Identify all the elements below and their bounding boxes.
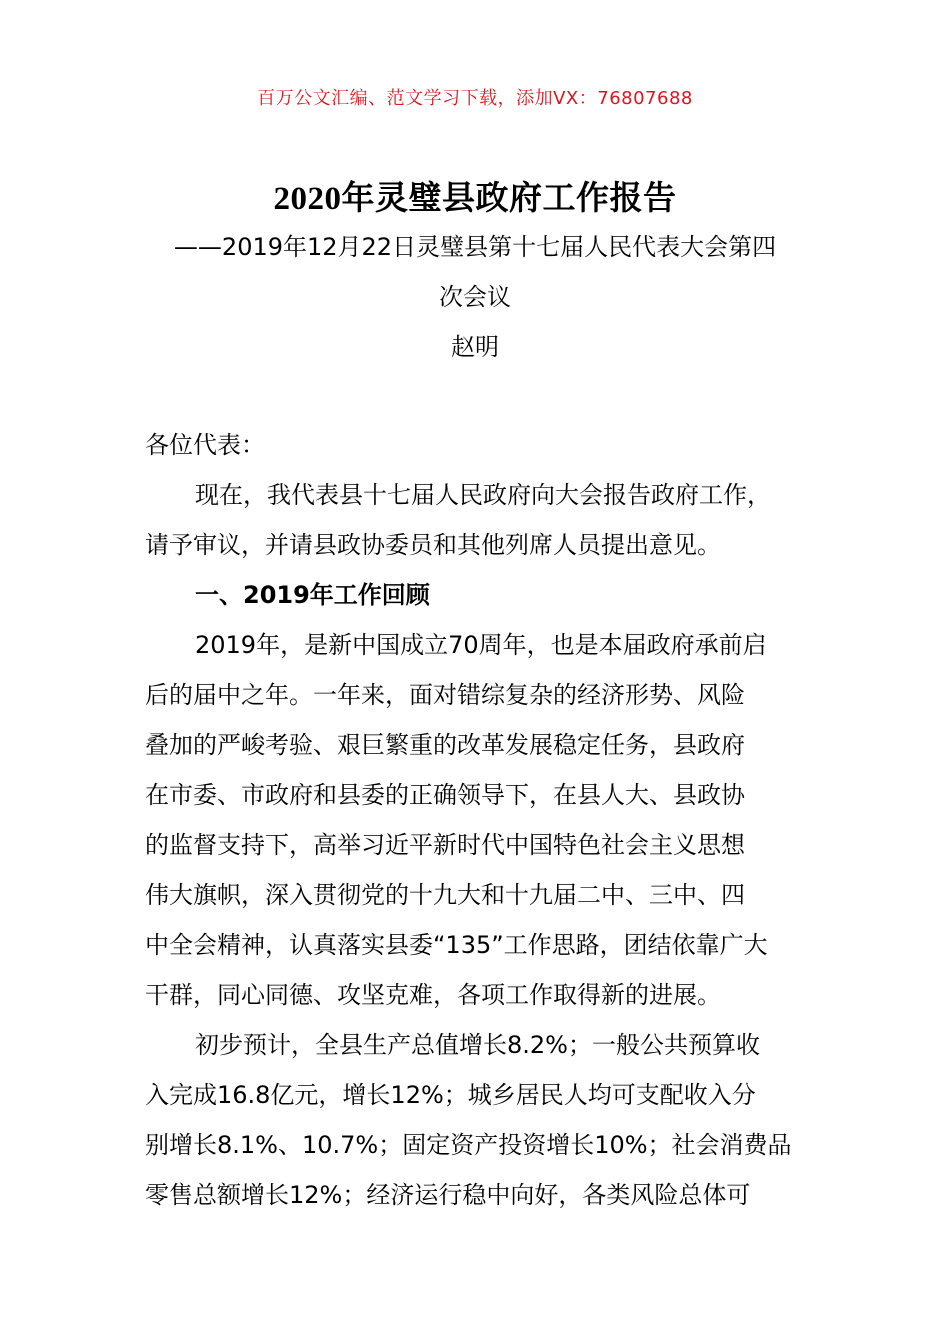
paragraph-line: 干群，同心同德、攻坚克难，各项工作取得新的进展。 [145,981,721,1009]
paragraph-line: 请予审议，并请县政协委员和其他列席人员提出意见。 [145,531,721,559]
statistics-paragraph [145,1020,810,1220]
paragraph-line: 叠加的严峻考验、艰巨繁重的改革发展稳定任务，县政府 [145,731,745,759]
review-paragraph [145,620,810,1020]
section-heading: 一、2019年工作回顾 [195,581,430,609]
watermark-banner: 百万公文汇编、范文学习下载，添加VX：76807688 [257,88,693,109]
paragraph-line: 的监督支持下，高举习近平新时代中国特色社会主义思想 [145,831,745,859]
paragraph-line: 别增长8.1%、10.7%；固定资产投资增长10%；社会消费品 [145,1131,792,1159]
document-author: 赵明 [451,333,499,361]
paragraph-line: 初步预计，全县生产总值增长8.2%；一般公共预算收 [195,1031,760,1059]
salutation: 各位代表： [145,431,265,459]
intro-paragraph [145,470,810,570]
paragraph-line: 在市委、市政府和县委的正确领导下，在县人大、县政协 [145,781,745,809]
paragraph-line: 伟大旗帜，深入贯彻党的十九大和十九届二中、三中、四 [145,881,745,909]
document-title: 2020年灵璧县政府工作报告 [273,181,677,217]
document-subtitle-line-2: 次会议 [439,283,511,311]
paragraph-line: 现在，我代表县十七届人民政府向大会报告政府工作， [195,481,771,509]
paragraph-line: 入完成16.8亿元，增长12%；城乡居民人均可支配收入分 [145,1081,756,1109]
paragraph-line: 中全会精神，认真落实县委“135”工作思路，团结依靠广大 [145,931,768,959]
document-subtitle-line-1: ——2019年12月22日灵璧县第十七届人民代表大会第四 [173,233,777,261]
document-body [145,420,810,1220]
paragraph-line: 后的届中之年。一年来，面对错综复杂的经济形势、风险 [145,681,745,709]
paragraph-line: 2019年，是新中国成立70周年，也是本届政府承前启 [195,631,767,659]
paragraph-line: 零售总额增长12%；经济运行稳中向好，各类风险总体可 [145,1181,751,1209]
